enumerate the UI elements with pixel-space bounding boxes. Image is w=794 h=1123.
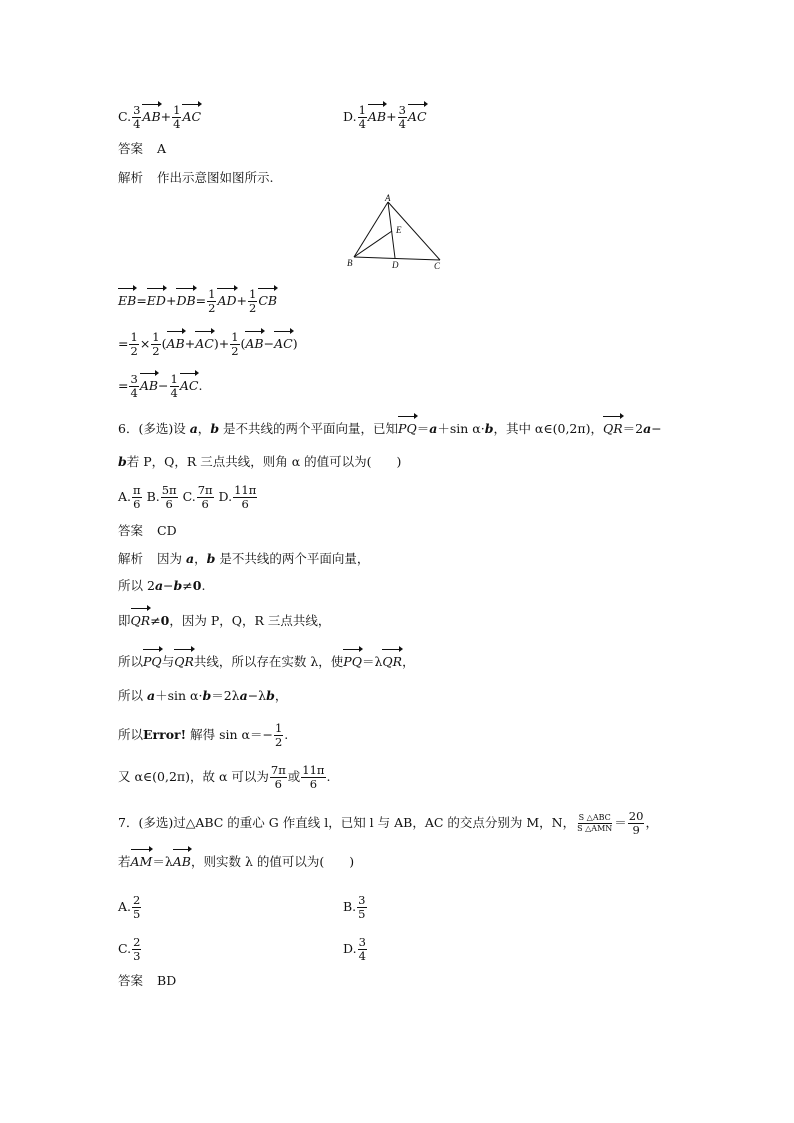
q6-analysis-1: 解析 因为 a，b 是不共线的两个平面向量， [118,551,370,566]
q7-stem-line-1: 7．(多选)过△ABC 的重心 G 作直线 l，已知 l 与 AB，AC 的交点分别为 M，N， S △ABC S △AMN ＝ $\frac{20}{9}$ ， [118,809,658,837]
triangle-figure [340,193,450,275]
label-d: D [392,260,399,270]
q6-analysis-7: 又 α∈(0,2π)，故 α 可以为 $\frac{7\pi}{6}$ 或 $\frac{11\pi}{6}$ . [118,763,331,791]
q7-option-a: A. $\frac{2}{5}$ [118,893,141,921]
q6-option-d: D. $\frac{11\pi}{6}$ [218,483,257,511]
q6-answer: 答案 CD [118,523,177,538]
q6-analysis-3: 即QR≠0，因为 P，Q，R 三点共线， [118,611,330,631]
label-e: E [396,225,402,235]
q7-option-d: D. $\frac{3}{4}$ [343,935,366,963]
label-a: A [385,193,391,203]
side-ab [354,202,388,257]
q6-analysis-4: 所以PQ与QR共线，所以存在实数 λ，使PQ＝λQR， [118,652,415,672]
q5-equation-1: EB=ED+DB= $\frac{1}{2}$ AD+ $\frac{1}{2}$ CB [118,287,278,315]
q6-analysis-6: 所以Error! 解得 sin α＝− $\frac{1}{2}$ . [118,721,289,749]
q5-analysis: 解析 作出示意图如图所示. [118,170,274,185]
q6-analysis-5: 所以 a＋sin α·b＝2λa−λb， [118,688,288,703]
q6-options [118,484,258,511]
q5-answer: 答案 A [118,141,167,156]
q6-stem-line-1: 6．(多选)设 a，b 是不共线的两个平面向量，已知PQ＝a＋sin α·b，其中 α∈(0,2π)，QR＝2a− [118,419,662,439]
q5-option-d: D. $\frac{1}{4}$ AB+ $\frac{3}{4}$ AC [343,103,427,131]
q7-answer: 答案 BD [118,973,177,988]
label-b: B [347,258,353,268]
q5-equation-2: = $\frac{1}{2}$ × $\frac{1}{2}$ (AB+AC)+ $\frac{1}{2}$ (AB−AC) [118,330,298,358]
q5-option-c: C. $\frac{3}{4}$ AB+ $\frac{1}{4}$ AC [118,103,202,131]
segment-be [354,231,392,257]
q6-option-c: C. $\frac{7\pi}{6}$ [182,483,213,511]
q6-option-a: A. $\frac{\pi}{6}$ [118,483,141,511]
q5-equation-3: = $\frac{3}{4}$ AB− $\frac{1}{4}$ AC. [118,372,203,400]
q7-stem-line-2: 若AM＝λAB，则实数 λ 的值可以为( ) [118,852,354,872]
q6-stem-line-2: b若 P，Q，R 三点共线，则角 α 的值可以为( ) [118,454,402,469]
q6-analysis-2: 所以 2a−b≠0. [118,578,206,593]
label-c: C [434,261,441,271]
segment-ad [388,202,395,258]
q6-option-b: B. $\frac{5\pi}{6}$ [146,483,177,511]
q7-option-c: C. $\frac{2}{3}$ [118,935,141,963]
q7-option-b: B. $\frac{3}{5}$ [343,893,366,921]
